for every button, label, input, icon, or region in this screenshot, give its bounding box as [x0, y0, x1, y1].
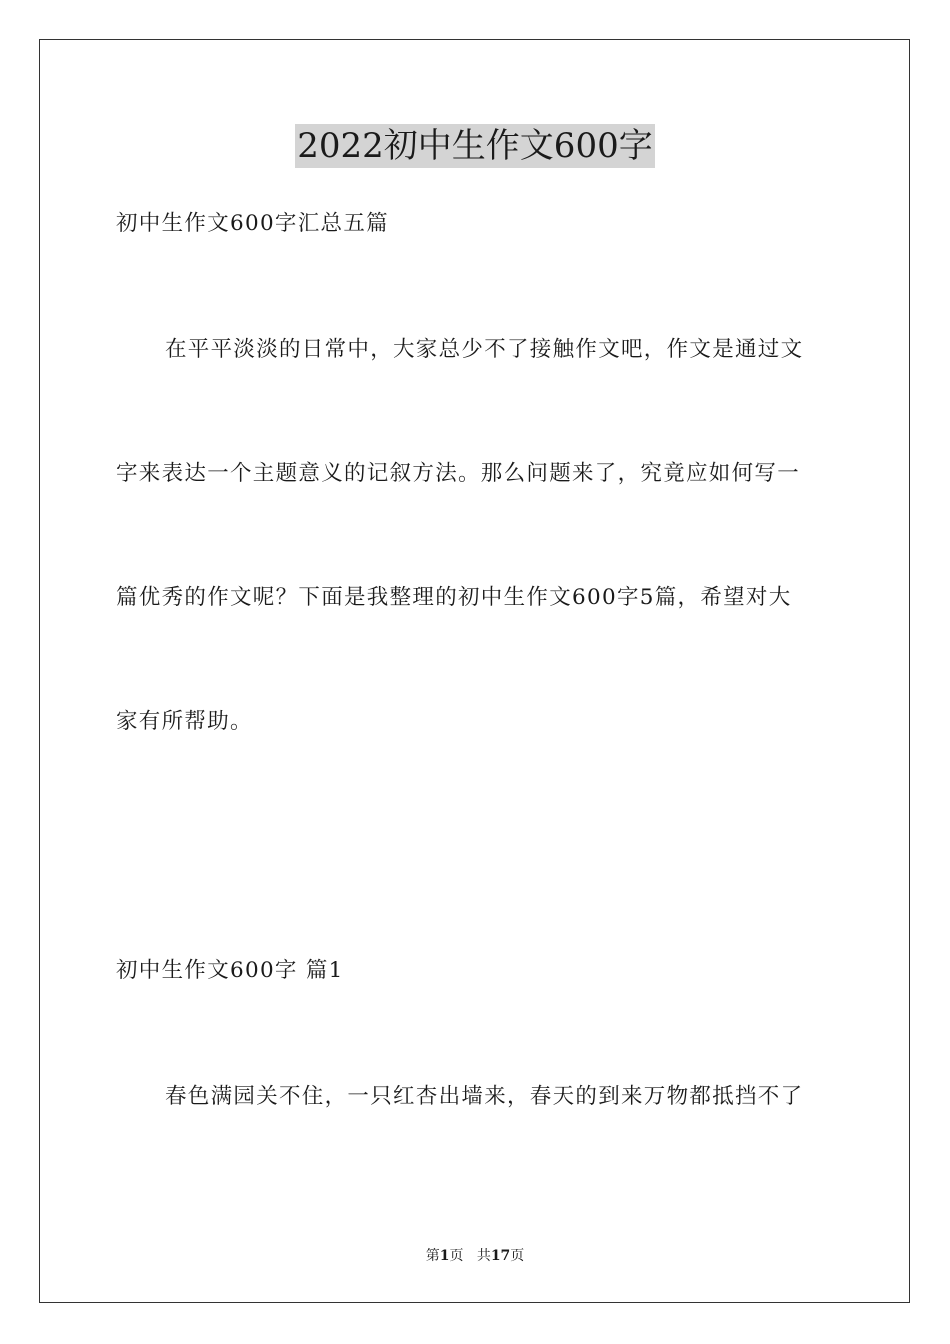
footer-page-suffix: 页: [449, 1248, 464, 1264]
footer-page-prefix: 第: [425, 1248, 440, 1264]
document-subtitle: 初中生作文600字汇总五篇: [116, 211, 389, 236]
intro-line-4: 家有所帮助。: [116, 709, 253, 734]
footer-total-pages: 17: [490, 1248, 511, 1264]
page-footer: [0, 1247, 950, 1265]
intro-line-3: 篇优秀的作文呢？下面是我整理的初中生作文600字5篇，希望对大: [116, 585, 792, 610]
intro-line-1: 在平平淡淡的日常中，大家总少不了接触作文吧，作文是通过文: [165, 337, 804, 362]
section-heading: 初中生作文600字 篇1: [116, 958, 344, 983]
intro-line-2: 字来表达一个主题意义的记叙方法。那么问题来了，究竟应如何写一: [116, 461, 801, 486]
footer-total-prefix: 共: [476, 1248, 491, 1264]
footer-page-number: 1: [439, 1248, 450, 1264]
title-container: [0, 124, 950, 168]
footer-total-suffix: 页: [510, 1248, 525, 1264]
body-line-1: 春色满园关不住，一只红杏出墙来，春天的到来万物都抵挡不了: [165, 1084, 804, 1109]
document-title: 2022初中生作文600字: [297, 126, 653, 166]
